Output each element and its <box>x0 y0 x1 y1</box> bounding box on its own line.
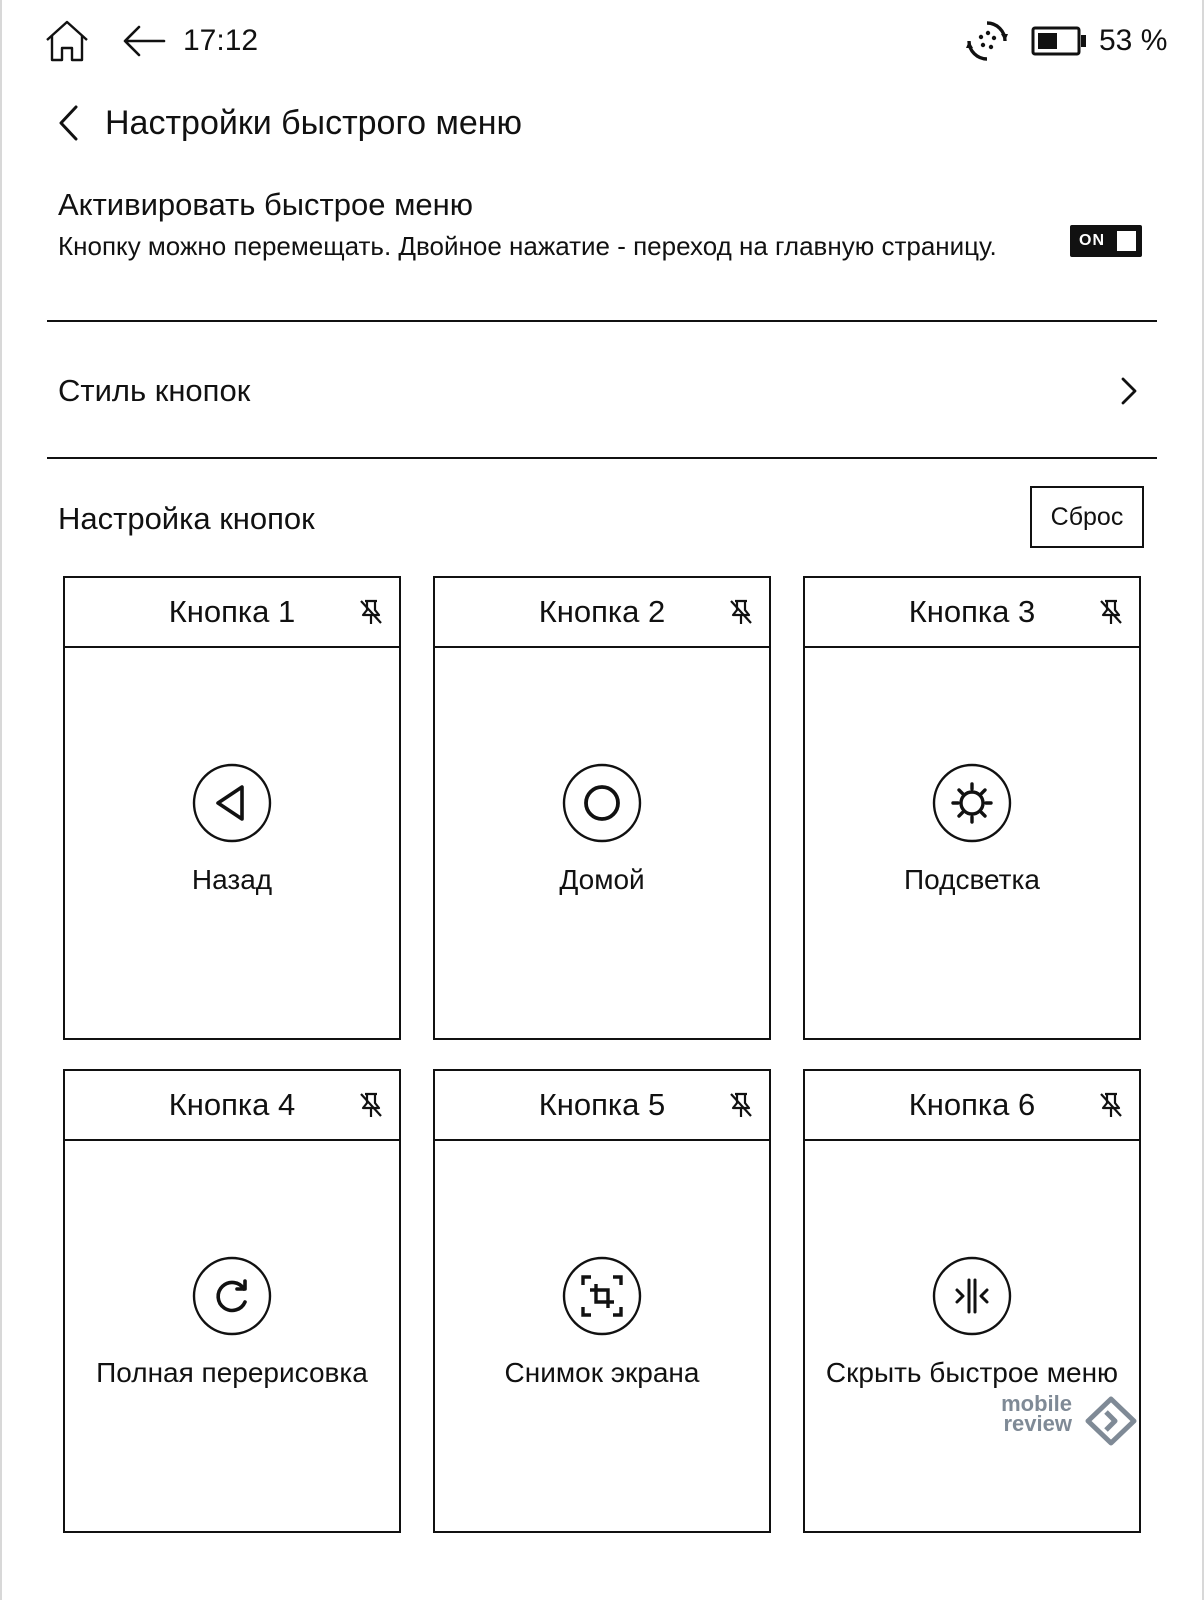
home-icon[interactable] <box>44 18 90 64</box>
screenshot-crop-icon[interactable] <box>562 1256 642 1336</box>
watermark-text <box>996 1391 1072 1436</box>
refresh-icon[interactable] <box>192 1256 272 1336</box>
card-header <box>65 1071 399 1141</box>
action-label: Скрыть быстрое меню <box>825 1357 1119 1388</box>
page-title: Настройки быстрого меню <box>105 104 523 142</box>
card-title: Кнопка 2 <box>538 594 666 629</box>
circle-home-icon[interactable] <box>562 763 642 843</box>
divider <box>47 320 1157 322</box>
button-card-6[interactable] <box>803 1069 1141 1533</box>
action-label: Снимок экрана <box>504 1357 700 1388</box>
triangle-back-icon[interactable] <box>192 763 272 843</box>
collapse-icon[interactable] <box>932 1256 1012 1336</box>
action-label: Полная перерисовка <box>96 1357 368 1388</box>
pin-off-icon[interactable] <box>1098 598 1124 626</box>
button-card-1[interactable] <box>63 576 401 1040</box>
action-label: Домой <box>559 864 645 895</box>
pin-off-icon[interactable] <box>1098 1091 1124 1119</box>
quick-menu-toggle[interactable] <box>1070 225 1142 257</box>
card-title: Кнопка 4 <box>168 1087 296 1122</box>
battery-icon <box>1031 26 1087 56</box>
card-header <box>435 578 769 648</box>
card-header <box>805 1071 1139 1141</box>
button-card-5[interactable] <box>433 1069 771 1533</box>
card-title: Кнопка 5 <box>538 1087 666 1122</box>
divider <box>47 457 1157 459</box>
toggle-knob <box>1117 231 1136 251</box>
card-header <box>805 578 1139 648</box>
chevron-left-icon[interactable] <box>56 104 82 142</box>
card-title: Кнопка 3 <box>908 594 1036 629</box>
sync-icon[interactable] <box>966 20 1008 62</box>
reset-button[interactable]: Сброс <box>1030 486 1144 548</box>
button-setup-title: Настройка кнопок <box>58 501 315 536</box>
activate-description: Кнопку можно перемещать. Двойное нажатие - переход на главную страницу. <box>58 231 997 261</box>
clock-time: 17:12 <box>183 24 259 57</box>
pin-off-icon[interactable] <box>728 1091 754 1119</box>
action-label: Назад <box>191 864 273 895</box>
card-header <box>435 1071 769 1141</box>
pin-off-icon[interactable] <box>358 1091 384 1119</box>
pin-off-icon[interactable] <box>728 598 754 626</box>
watermark-line1: mobile <box>1001 1391 1072 1416</box>
watermark-line2: review <box>1003 1411 1072 1436</box>
button-style-row[interactable]: Стиль кнопок <box>58 373 251 408</box>
card-header <box>65 578 399 648</box>
card-title: Кнопка 1 <box>168 594 296 629</box>
battery-percent: 53 % <box>1099 24 1168 57</box>
action-label: Подсветка <box>904 864 1040 895</box>
button-card-4[interactable] <box>63 1069 401 1533</box>
mobile-review-logo-icon <box>1084 1396 1138 1446</box>
watermark-logo <box>996 1391 1142 1446</box>
activate-title: Активировать быстрое меню <box>58 187 474 222</box>
sun-icon[interactable] <box>932 763 1012 843</box>
button-card-3[interactable] <box>803 576 1141 1040</box>
button-card-2[interactable] <box>433 576 771 1040</box>
pin-off-icon[interactable] <box>358 598 384 626</box>
toggle-label: ON <box>1079 232 1105 249</box>
chevron-right-icon[interactable] <box>1118 375 1140 407</box>
card-title: Кнопка 6 <box>908 1087 1036 1122</box>
back-arrow-icon[interactable] <box>122 24 166 58</box>
status-bar <box>0 0 1204 84</box>
